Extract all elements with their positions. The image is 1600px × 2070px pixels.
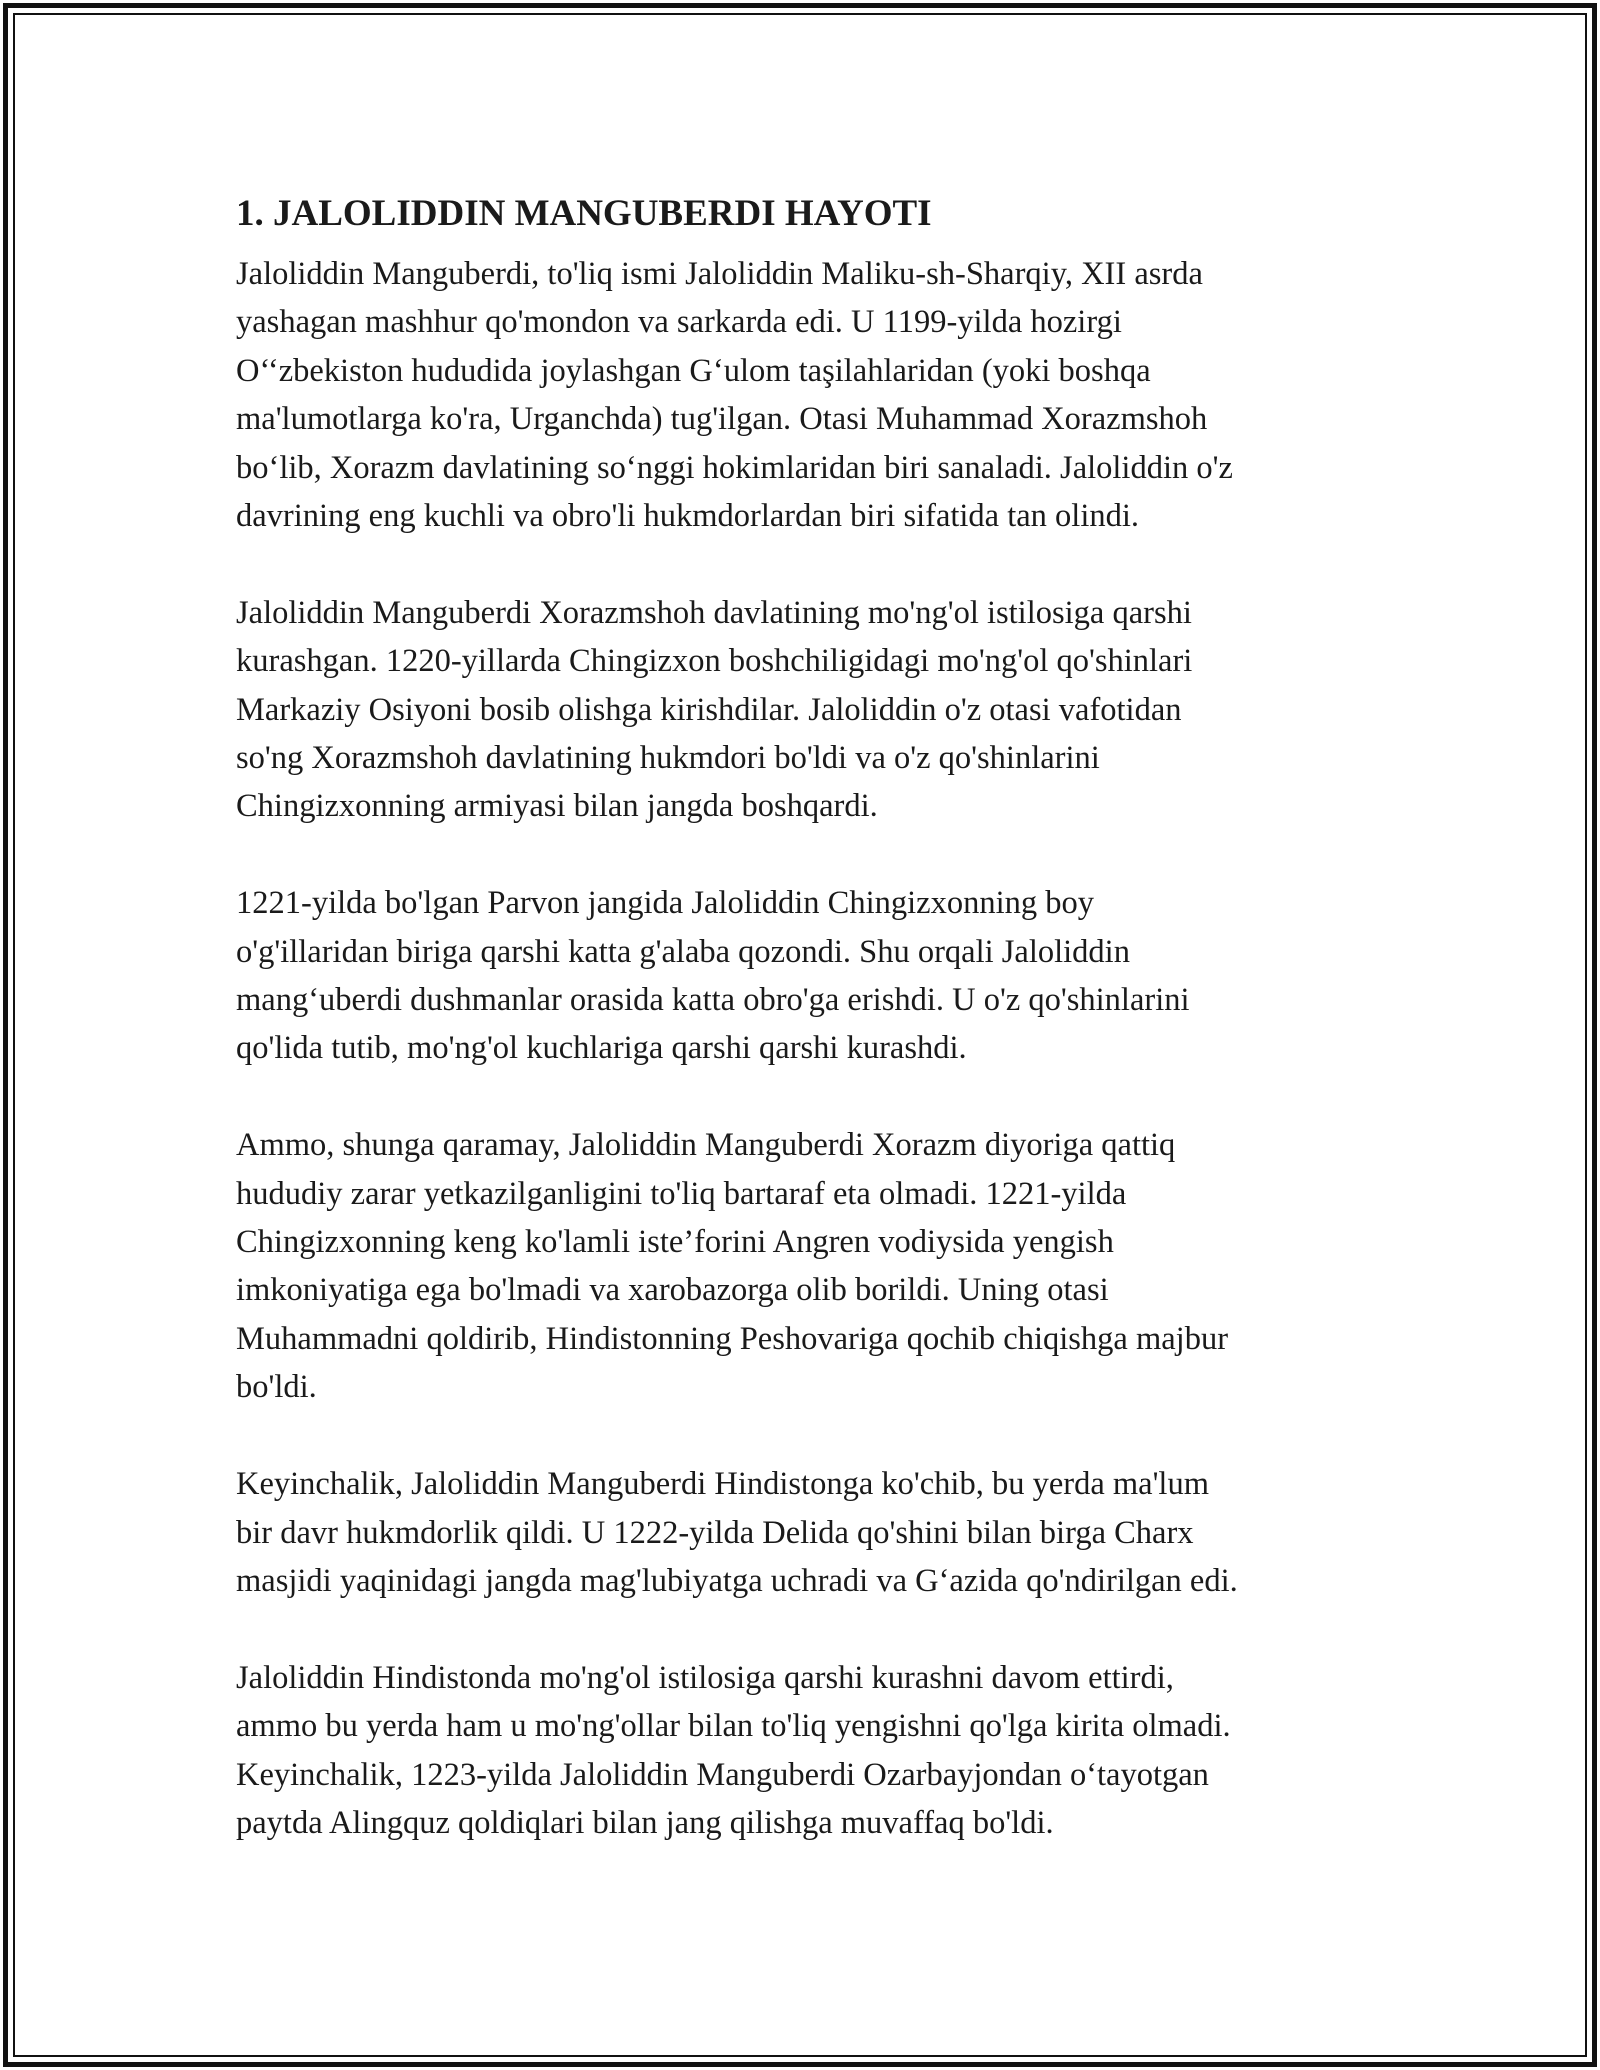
text-line: bo'ldi. [236, 1369, 317, 1406]
text-line: ammo bu yerda ham u mo'ng'ollar bilan to'liq yengishni qo'lga kirita olmadi. [236, 1708, 1231, 1745]
document-body [236, 186, 1386, 1896]
text-line: Chingizxonning keng ko'lamli iste’forini Angren vodiysida yengish [236, 1224, 1114, 1261]
text-line: yashagan mashhur qo'mondon va sarkarda edi. U 1199-yilda hozirgi [236, 304, 1122, 341]
text-line: Jaloliddin Hindistonda mo'ng'ol istilosiga qarshi kurashni davom ettirdi, [236, 1659, 1174, 1696]
text-line: bir davr hukmdorlik qildi. U 1222-yilda Delida qo'shini bilan birga Charx [236, 1514, 1194, 1551]
text-line: so'ng Xorazmshoh davlatining hukmdori bo'ldi va o'z qo'shinlarini [236, 740, 1100, 777]
text-line: hududiy zarar yetkazilganligini to'liq bartaraf eta olmadi. 1221-yilda [236, 1175, 1127, 1212]
paragraph-5 [236, 1460, 1386, 1605]
text-line: davrining eng kuchli va obro'li hukmdorlardan biri sifatida tan olindi. [236, 498, 1140, 535]
text-line: Keyinchalik, Jaloliddin Manguberdi Hindistonga ko'chib, bu yerda ma'lum [236, 1466, 1209, 1503]
paragraph-6 [236, 1654, 1386, 1848]
text-line: masjidi yaqinidagi jangda mag'lubiyatga uchradi va G‘azida qo'ndirilgan edi. [236, 1562, 1238, 1599]
text-line: Chingizxonning armiyasi bilan jangda boshqardi. [236, 788, 878, 825]
text-line: O‘‘zbekiston hududida joylashgan G‘ulom taşilahlaridan (yoki boshqa [236, 352, 1151, 389]
paragraph-4 [236, 1121, 1386, 1411]
paragraph-1 [236, 250, 1386, 540]
text-line: Jaloliddin Manguberdi Xorazmshoh davlatining mo'ng'ol istilosiga qarshi [236, 594, 1192, 631]
text-line: kurashgan. 1220-yillarda Chingizxon boshchiligidagi mo'ng'ol qo'shinlari [236, 643, 1193, 680]
text-line: qo'lida tutib, mo'ng'ol kuchlariga qarshi qarshi kurashdi. [236, 1030, 967, 1067]
paragraph-3 [236, 879, 1386, 1073]
text-line: Muhammadni qoldirib, Hindistonning Peshovariga qochib chiqishga majbur [236, 1320, 1229, 1357]
text-line: bo‘lib, Xorazm davlatining so‘nggi hokimlaridan biri sanaladi. Jaloliddin o'z [236, 449, 1233, 486]
text-line: Keyinchalik, 1223-yilda Jaloliddin Manguberdi Ozarbayjondan o‘tayotgan [236, 1756, 1209, 1793]
text-line: Ammo, shunga qaramay, Jaloliddin Manguberdi Xorazm diyoriga qattiq [236, 1127, 1176, 1164]
document-title: 1. JALOLIDDIN MANGUBERDI HAYOTI [236, 193, 932, 234]
text-line: 1221-yilda bo'lgan Parvon jangida Jaloliddin Chingizxonning boy [236, 885, 1094, 922]
text-line: Markaziy Osiyoni bosib olishga kirishdilar. Jaloliddin o'z otasi vafotidan [236, 691, 1182, 728]
text-line: ma'lumotlarga ko'ra, Urganchda) tug'ilgan. Otasi Muhammad Xorazmshoh [236, 401, 1208, 438]
paragraph-2 [236, 589, 1386, 831]
text-line: Jaloliddin Manguberdi, to'liq ismi Jaloliddin Maliku-sh-Sharqiy, XII asrda [236, 256, 1203, 292]
text-line: o'g'illaridan biriga qarshi katta g'alaba qozondi. Shu orqali Jaloliddin [236, 933, 1130, 970]
text-line: paytda Alingquz qoldiqlari bilan jang qilishga muvaffaq bo'ldi. [236, 1804, 1054, 1841]
text-line: imkoniyatiga ega bo'lmadi va xarobazorga olib borildi. Uning otasi [236, 1272, 1109, 1309]
text-line: mang‘uberdi dushmanlar orasida katta obro'ga erishdi. U o'z qo'shinlarini [236, 982, 1190, 1019]
